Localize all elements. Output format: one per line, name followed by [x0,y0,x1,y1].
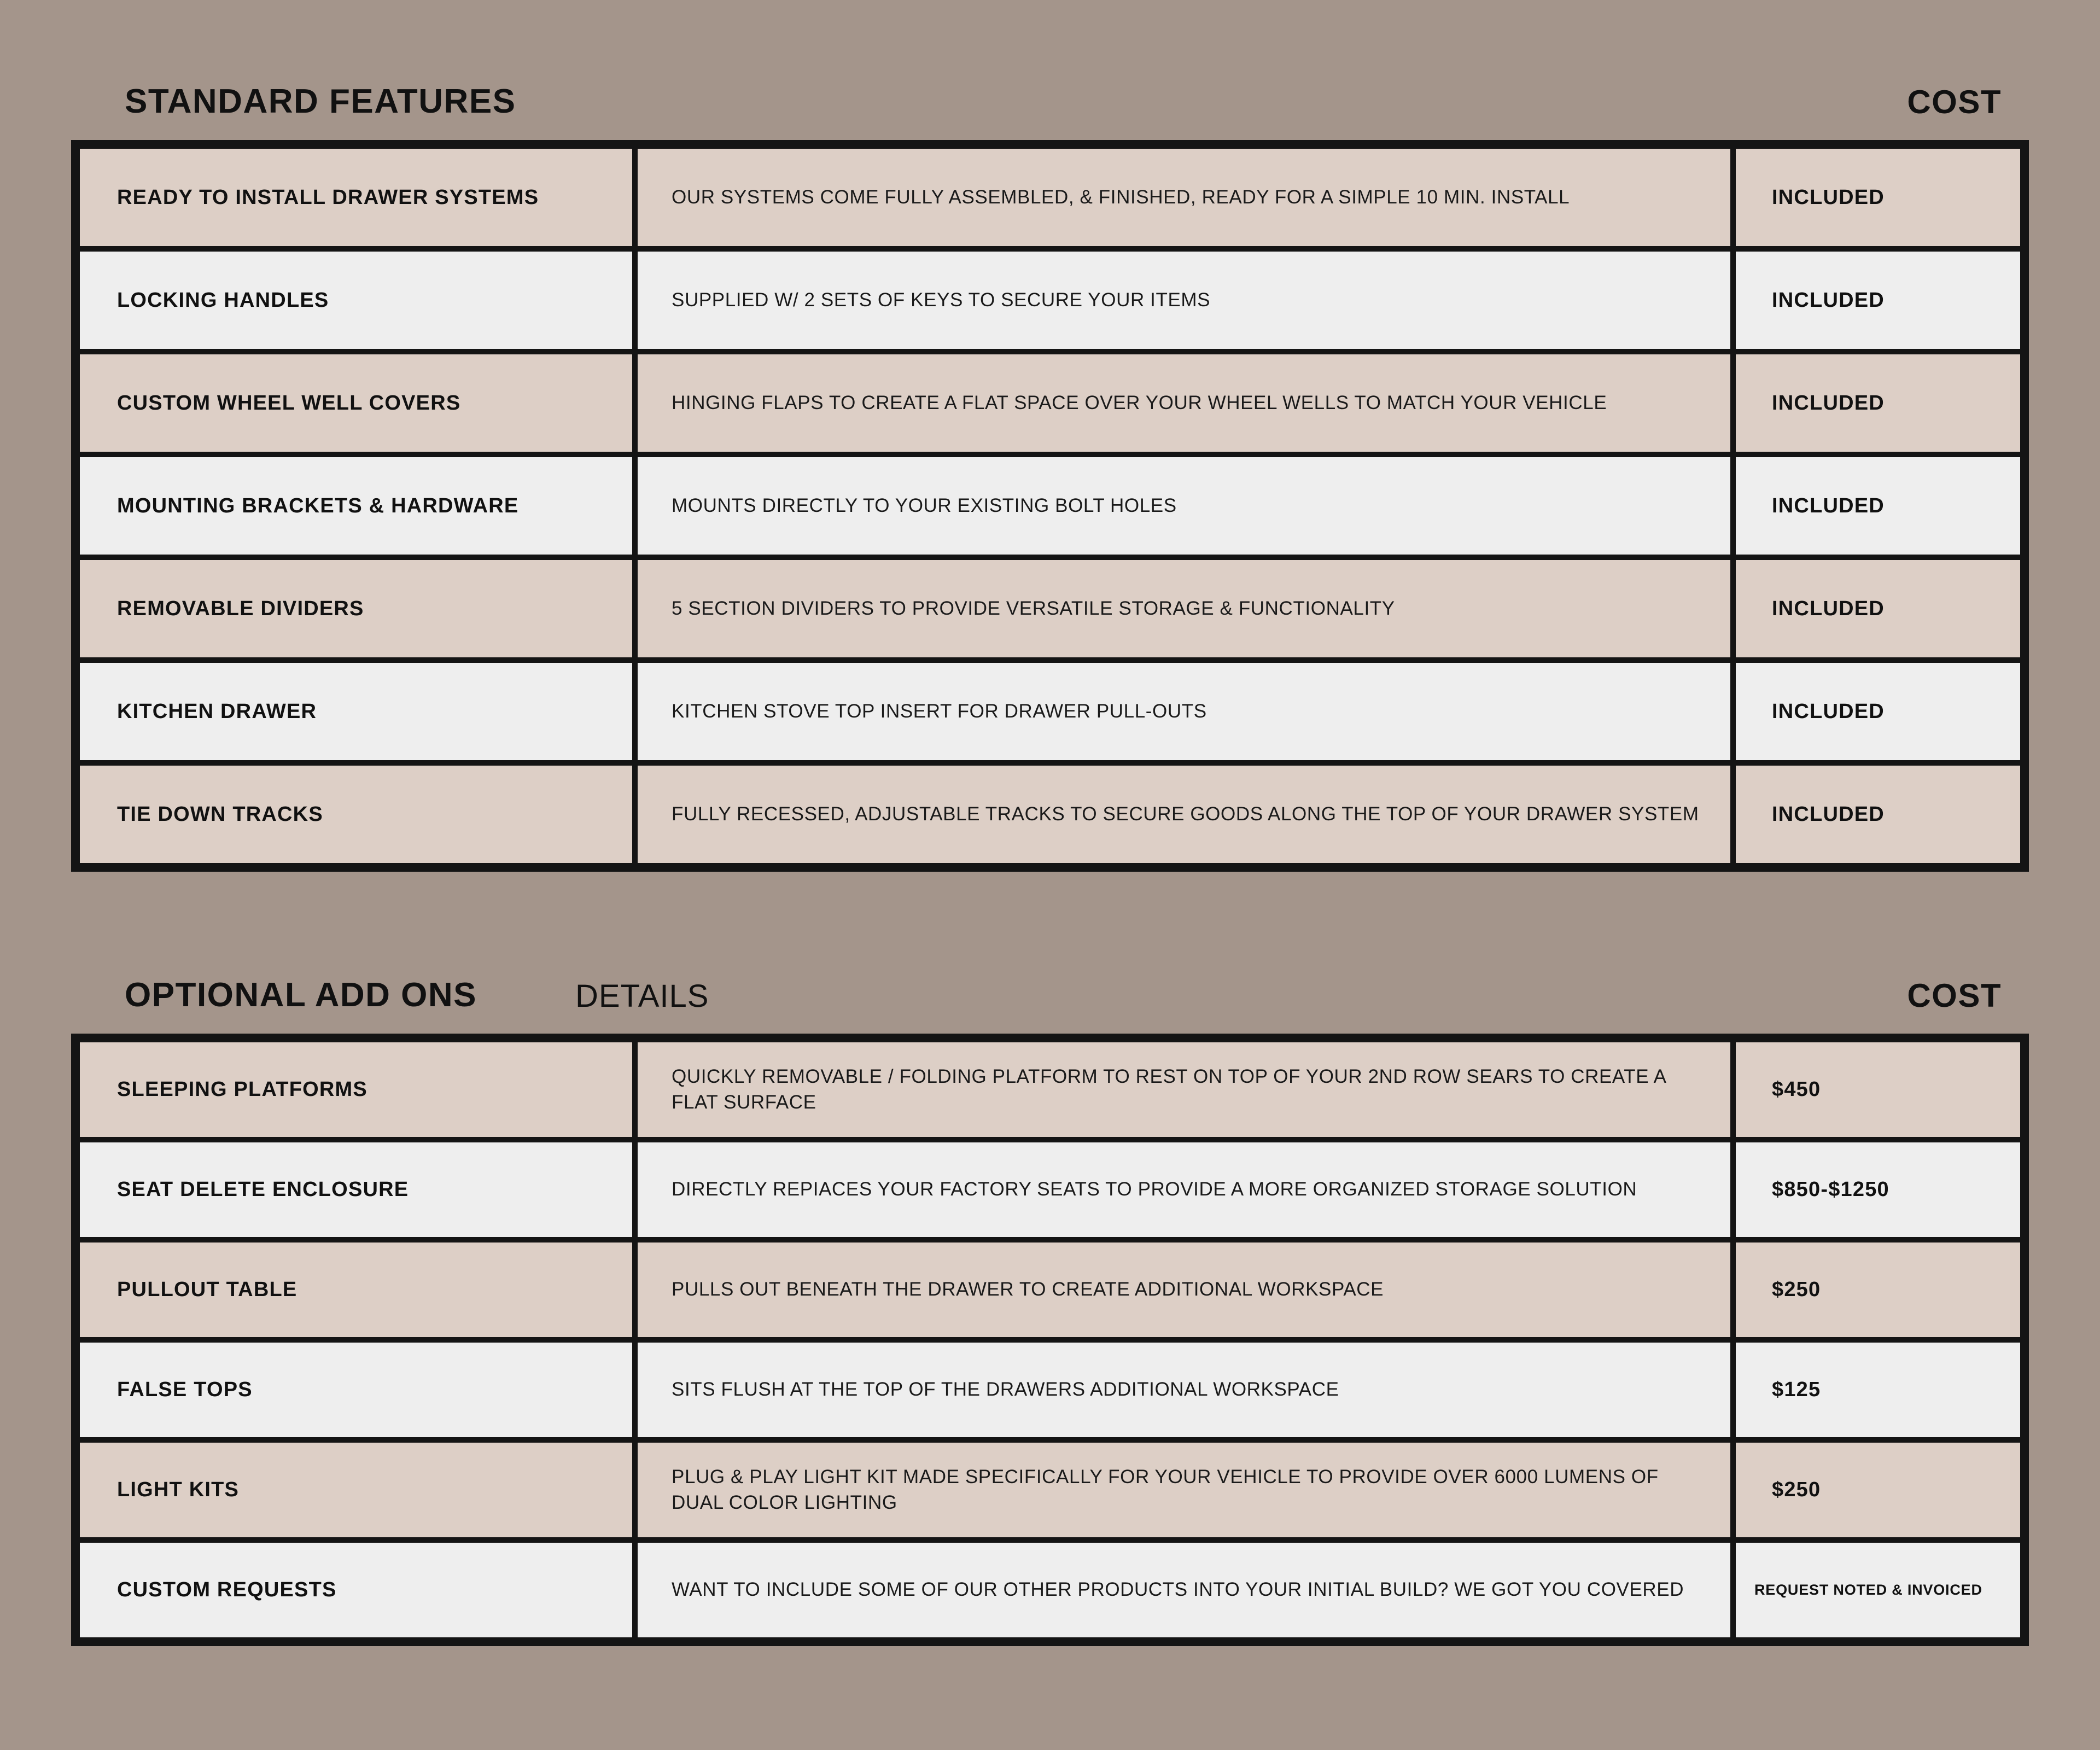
addon-name: LIGHT KITS [77,1440,635,1540]
addon-cost: $125 [1733,1340,2023,1440]
standard-features-table [71,140,2029,872]
addon-name: PULLOUT TABLE [77,1240,635,1340]
standard-cost-header: COST [1907,84,2002,120]
addon-cost: $250 [1733,1440,2023,1540]
table-row [77,1540,2023,1640]
table-row [77,454,2023,557]
addon-description: QUICKLY REMOVABLE / FOLDING PLATFORM TO REST ON TOP OF YOUR 2ND ROW SEARS TO CREATE A FLAT SURFACE [635,1040,1733,1140]
table-row [77,660,2023,763]
feature-name: LOCKING HANDLES [77,249,635,352]
addon-description: PULLS OUT BENEATH THE DRAWER TO CREATE ADDITIONAL WORKSPACE [635,1240,1733,1340]
addon-name: FALSE TOPS [77,1340,635,1440]
optional-cost-header: COST [1907,977,2002,1014]
feature-cost: INCLUDED [1733,660,2023,763]
top-spacer [0,0,2100,82]
optional-addons-header [0,976,2100,1014]
addon-name: CUSTOM REQUESTS [77,1540,635,1640]
table-row [77,1440,2023,1540]
feature-name: REMOVABLE DIVIDERS [77,557,635,660]
addon-description: SITS FLUSH AT THE TOP OF THE DRAWERS ADDITIONAL WORKSPACE [635,1340,1733,1440]
table-row [77,352,2023,454]
table-row [77,763,2023,866]
standard-features-header [0,82,2100,121]
feature-cost: INCLUDED [1733,249,2023,352]
addon-cost: $850-$1250 [1733,1140,2023,1240]
feature-description: MOUNTS DIRECTLY TO YOUR EXISTING BOLT HOLES [635,454,1733,557]
feature-description: HINGING FLAPS TO CREATE A FLAT SPACE OVER YOUR WHEEL WELLS TO MATCH YOUR VEHICLE [635,352,1733,454]
table-row [77,1240,2023,1340]
addon-description: WANT TO INCLUDE SOME OF OUR OTHER PRODUCTS INTO YOUR INITIAL BUILD? WE GOT YOU COVERED [635,1540,1733,1640]
addon-description: DIRECTLY REPIACES YOUR FACTORY SEATS TO PROVIDE A MORE ORGANIZED STORAGE SOLUTION [635,1140,1733,1240]
table-row [77,1140,2023,1240]
addon-cost: REQUEST NOTED & INVOICED [1733,1540,2023,1640]
feature-name: CUSTOM WHEEL WELL COVERS [77,352,635,454]
table-row [77,146,2023,249]
feature-description: 5 SECTION DIVIDERS TO PROVIDE VERSATILE STORAGE & FUNCTIONALITY [635,557,1733,660]
table-row [77,1340,2023,1440]
addon-name: SEAT DELETE ENCLOSURE [77,1140,635,1240]
optional-addons-table [71,1034,2029,1646]
table-row [77,1040,2023,1140]
feature-description: SUPPLIED W/ 2 SETS OF KEYS TO SECURE YOUR ITEMS [635,249,1733,352]
feature-cost: INCLUDED [1733,454,2023,557]
table-row [77,249,2023,352]
feature-cost: INCLUDED [1733,352,2023,454]
feature-name: MOUNTING BRACKETS & HARDWARE [77,454,635,557]
feature-name: KITCHEN DRAWER [77,660,635,763]
standard-features-title: STANDARD FEATURES [125,83,516,120]
feature-cost: INCLUDED [1733,557,2023,660]
feature-name: READY TO INSTALL DRAWER SYSTEMS [77,146,635,249]
addon-name: SLEEPING PLATFORMS [77,1040,635,1140]
feature-description: OUR SYSTEMS COME FULLY ASSEMBLED, & FINISHED, READY FOR A SIMPLE 10 MIN. INSTALL [635,146,1733,249]
addon-description: PLUG & PLAY LIGHT KIT MADE SPECIFICALLY FOR YOUR VEHICLE TO PROVIDE OVER 6000 LUMENS OF DUAL COLOR LIGHTING [635,1440,1733,1540]
addon-cost: $250 [1733,1240,2023,1340]
optional-addons-title: OPTIONAL ADD ONS [125,976,477,1014]
feature-description: KITCHEN STOVE TOP INSERT FOR DRAWER PULL-OUTS [635,660,1733,763]
table-row [77,557,2023,660]
feature-name: TIE DOWN TRACKS [77,763,635,866]
feature-description: FULLY RECESSED, ADJUSTABLE TRACKS TO SECURE GOODS ALONG THE TOP OF YOUR DRAWER SYSTEM [635,763,1733,866]
optional-details-header: DETAILS [575,978,709,1014]
addon-cost: $450 [1733,1040,2023,1140]
feature-cost: INCLUDED [1733,146,2023,249]
feature-cost: INCLUDED [1733,763,2023,866]
